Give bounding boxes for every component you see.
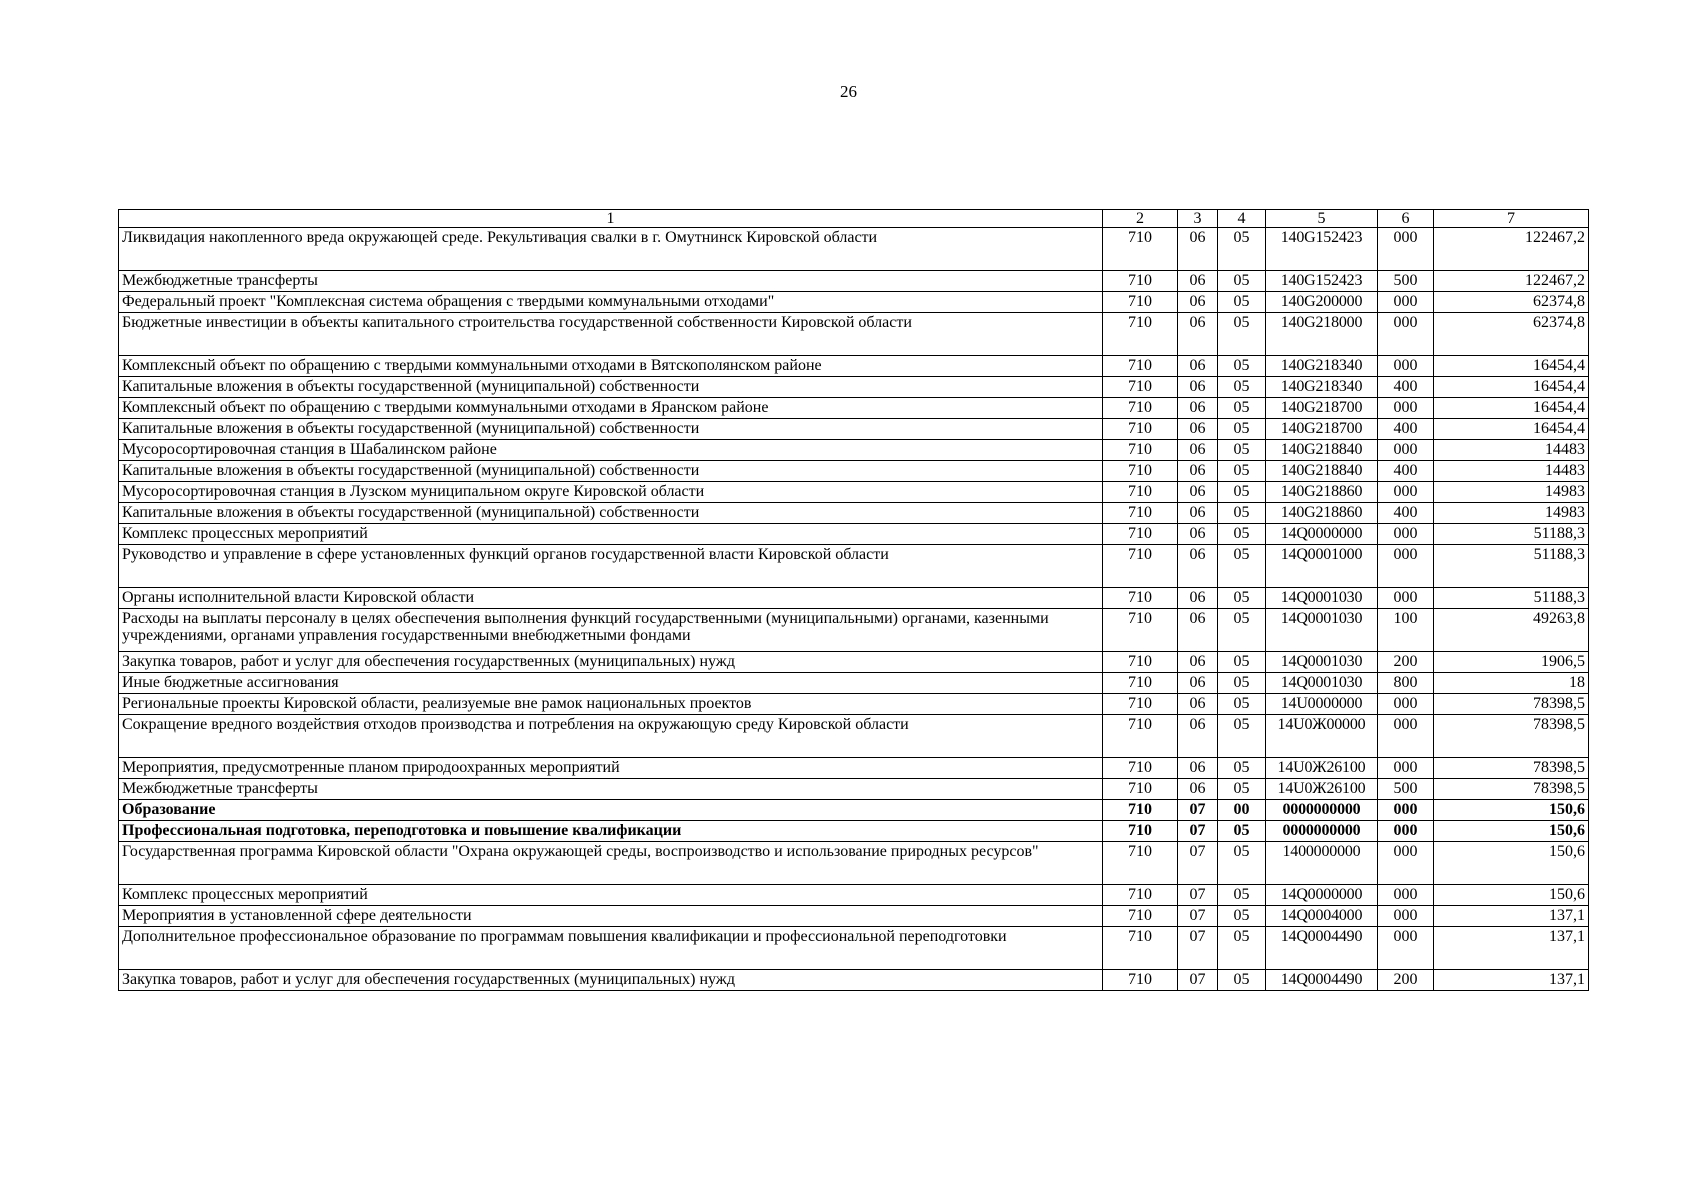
table-row [119,758,1589,779]
row-col6-cell: 000 [1378,927,1434,970]
row-col2-cell: 710 [1103,419,1178,440]
row-col6-cell: 000 [1378,545,1434,588]
row-col3-cell: 06 [1178,503,1218,524]
row-name-cell: Мероприятия, предусмотренные планом природоохранных мероприятий [119,758,1103,779]
table-row [119,292,1589,313]
row-code-cell: 14U0Ж00000 [1266,715,1378,758]
table-row [119,715,1589,758]
header-col-5: 5 [1266,210,1378,228]
table-row [119,482,1589,503]
row-name-cell: Расходы на выплаты персоналу в целях обеспечения выполнения функций государственными (муниципальными) органами, казенными учреждениями, органами управления государственными внебюджетными фондами [119,609,1103,652]
row-col4-cell: 05 [1218,482,1266,503]
row-code-cell: 14Q0000000 [1266,524,1378,545]
row-col4-cell: 05 [1218,779,1266,800]
row-col6-cell: 400 [1378,377,1434,398]
row-code-cell: 14U0Ж26100 [1266,779,1378,800]
row-col6-cell: 000 [1378,821,1434,842]
row-col6-cell: 000 [1378,228,1434,271]
row-name-cell: Комплексный объект по обращению с твердыми коммунальными отходами в Яранском районе [119,398,1103,419]
row-col6-cell: 400 [1378,461,1434,482]
row-amount-cell: 150,6 [1434,821,1589,842]
row-col6-cell: 000 [1378,715,1434,758]
row-code-cell: 140G152423 [1266,271,1378,292]
row-col4-cell: 05 [1218,821,1266,842]
row-name-cell: Межбюджетные трансферты [119,779,1103,800]
row-col2-cell: 710 [1103,821,1178,842]
row-amount-cell: 62374,8 [1434,292,1589,313]
row-code-cell: 14Q0001030 [1266,609,1378,652]
row-col4-cell: 05 [1218,927,1266,970]
row-amount-cell: 16454,4 [1434,356,1589,377]
row-col6-cell: 000 [1378,694,1434,715]
row-code-cell: 140G218700 [1266,419,1378,440]
budget-table [118,209,1589,991]
row-col4-cell: 05 [1218,842,1266,885]
row-amount-cell: 78398,5 [1434,758,1589,779]
row-col6-cell: 500 [1378,779,1434,800]
row-name-cell: Образование [119,800,1103,821]
row-col2-cell: 710 [1103,503,1178,524]
row-col4-cell: 05 [1218,524,1266,545]
row-amount-cell: 51188,3 [1434,524,1589,545]
table-row [119,271,1589,292]
row-col3-cell: 06 [1178,588,1218,609]
row-amount-cell: 51188,3 [1434,545,1589,588]
row-name-cell: Ликвидация накопленного вреда окружающей среде. Рекультивация свалки в г. Омутнинск Кировской области [119,228,1103,271]
row-col4-cell: 05 [1218,906,1266,927]
row-col6-cell: 200 [1378,652,1434,673]
row-amount-cell: 18 [1434,673,1589,694]
row-col4-cell: 05 [1218,356,1266,377]
row-col2-cell: 710 [1103,694,1178,715]
row-amount-cell: 14983 [1434,503,1589,524]
row-col4-cell: 05 [1218,271,1266,292]
row-col3-cell: 06 [1178,461,1218,482]
row-name-cell: Капитальные вложения в объекты государственной (муниципальной) собственности [119,377,1103,398]
row-name-cell: Мероприятия в установленной сфере деятельности [119,906,1103,927]
row-amount-cell: 49263,8 [1434,609,1589,652]
row-name-cell: Капитальные вложения в объекты государственной (муниципальной) собственности [119,503,1103,524]
row-col4-cell: 05 [1218,758,1266,779]
row-amount-cell: 150,6 [1434,885,1589,906]
row-col3-cell: 06 [1178,419,1218,440]
row-col2-cell: 710 [1103,356,1178,377]
row-amount-cell: 51188,3 [1434,588,1589,609]
table-row [119,800,1589,821]
table-row [119,906,1589,927]
row-col3-cell: 06 [1178,694,1218,715]
row-col6-cell: 000 [1378,906,1434,927]
row-col2-cell: 710 [1103,779,1178,800]
table-row [119,356,1589,377]
table-row [119,419,1589,440]
row-col3-cell: 06 [1178,715,1218,758]
row-col4-cell: 05 [1218,461,1266,482]
row-col2-cell: 710 [1103,758,1178,779]
row-col2-cell: 710 [1103,292,1178,313]
row-col3-cell: 06 [1178,758,1218,779]
table-row [119,694,1589,715]
row-amount-cell: 78398,5 [1434,715,1589,758]
table-row [119,842,1589,885]
row-col4-cell: 05 [1218,228,1266,271]
table-row [119,503,1589,524]
row-code-cell: 14Q0001000 [1266,545,1378,588]
row-name-cell: Комплексный объект по обращению с твердыми коммунальными отходами в Вятскополянском районе [119,356,1103,377]
table-row [119,927,1589,970]
row-col6-cell: 800 [1378,673,1434,694]
row-col2-cell: 710 [1103,842,1178,885]
row-col6-cell: 000 [1378,800,1434,821]
row-code-cell: 14Q0000000 [1266,885,1378,906]
row-col4-cell: 05 [1218,313,1266,356]
table-row [119,524,1589,545]
row-amount-cell: 150,6 [1434,842,1589,885]
row-code-cell: 14Q0001030 [1266,673,1378,694]
row-code-cell: 14U0Ж26100 [1266,758,1378,779]
row-col2-cell: 710 [1103,271,1178,292]
row-col2-cell: 710 [1103,524,1178,545]
row-name-cell: Закупка товаров, работ и услуг для обеспечения государственных (муниципальных) нужд [119,970,1103,991]
row-col4-cell: 05 [1218,398,1266,419]
table-body [119,228,1589,991]
row-name-cell: Мусоросортировочная станция в Лузском муниципальном округе Кировской области [119,482,1103,503]
row-code-cell: 14Q0001030 [1266,652,1378,673]
row-col2-cell: 710 [1103,228,1178,271]
row-col4-cell: 00 [1218,800,1266,821]
row-name-cell: Капитальные вложения в объекты государственной (муниципальной) собственности [119,419,1103,440]
row-code-cell: 140G218840 [1266,461,1378,482]
row-col2-cell: 710 [1103,440,1178,461]
row-col2-cell: 710 [1103,313,1178,356]
row-col6-cell: 000 [1378,313,1434,356]
row-name-cell: Дополнительное профессиональное образование по программам повышения квалификации и профессиональной переподготовки [119,927,1103,970]
row-name-cell: Капитальные вложения в объекты государственной (муниципальной) собственности [119,461,1103,482]
row-col3-cell: 06 [1178,545,1218,588]
header-col-6: 6 [1378,210,1434,228]
row-col3-cell: 06 [1178,356,1218,377]
header-row [119,210,1589,228]
row-code-cell: 0000000000 [1266,821,1378,842]
row-col2-cell: 710 [1103,588,1178,609]
table-row [119,440,1589,461]
row-amount-cell: 78398,5 [1434,694,1589,715]
header-col-1: 1 [119,210,1103,228]
row-amount-cell: 16454,4 [1434,398,1589,419]
row-col3-cell: 07 [1178,842,1218,885]
row-col2-cell: 710 [1103,800,1178,821]
row-col3-cell: 07 [1178,927,1218,970]
row-col6-cell: 400 [1378,419,1434,440]
row-col2-cell: 710 [1103,927,1178,970]
row-col6-cell: 400 [1378,503,1434,524]
row-code-cell: 14Q0004000 [1266,906,1378,927]
row-col6-cell: 000 [1378,398,1434,419]
table-row [119,885,1589,906]
row-col3-cell: 06 [1178,271,1218,292]
row-name-cell: Сокращение вредного воздействия отходов производства и потребления на окружающую среду Кировской области [119,715,1103,758]
row-code-cell: 140G200000 [1266,292,1378,313]
row-col2-cell: 710 [1103,906,1178,927]
row-code-cell: 140G218340 [1266,377,1378,398]
header-col-7: 7 [1434,210,1589,228]
row-name-cell: Государственная программа Кировской области "Охрана окружающей среды, воспроизводство и использование природных ресурсов" [119,842,1103,885]
row-col6-cell: 000 [1378,356,1434,377]
row-amount-cell: 16454,4 [1434,377,1589,398]
row-col3-cell: 07 [1178,821,1218,842]
table-row [119,588,1589,609]
row-col2-cell: 710 [1103,885,1178,906]
row-code-cell: 140G152423 [1266,228,1378,271]
row-col6-cell: 000 [1378,292,1434,313]
table-row [119,609,1589,652]
row-col6-cell: 000 [1378,440,1434,461]
row-col3-cell: 06 [1178,524,1218,545]
row-amount-cell: 122467,2 [1434,228,1589,271]
row-col2-cell: 710 [1103,673,1178,694]
row-amount-cell: 122467,2 [1434,271,1589,292]
row-amount-cell: 1906,5 [1434,652,1589,673]
row-col3-cell: 06 [1178,652,1218,673]
row-amount-cell: 78398,5 [1434,779,1589,800]
row-col6-cell: 000 [1378,842,1434,885]
row-col2-cell: 710 [1103,970,1178,991]
row-col2-cell: 710 [1103,715,1178,758]
row-col6-cell: 500 [1378,271,1434,292]
row-col4-cell: 05 [1218,545,1266,588]
row-col4-cell: 05 [1218,652,1266,673]
row-col4-cell: 05 [1218,377,1266,398]
row-col4-cell: 05 [1218,503,1266,524]
row-col2-cell: 710 [1103,609,1178,652]
row-col2-cell: 710 [1103,482,1178,503]
row-col2-cell: 710 [1103,398,1178,419]
row-col2-cell: 710 [1103,545,1178,588]
row-col6-cell: 000 [1378,524,1434,545]
row-col4-cell: 05 [1218,588,1266,609]
table-row [119,545,1589,588]
row-amount-cell: 14483 [1434,440,1589,461]
row-col4-cell: 05 [1218,694,1266,715]
table-row [119,652,1589,673]
row-name-cell: Закупка товаров, работ и услуг для обеспечения государственных (муниципальных) нужд [119,652,1103,673]
row-col6-cell: 000 [1378,758,1434,779]
row-code-cell: 14U0000000 [1266,694,1378,715]
row-col3-cell: 07 [1178,885,1218,906]
row-amount-cell: 137,1 [1434,970,1589,991]
row-col4-cell: 05 [1218,715,1266,758]
table-row [119,821,1589,842]
table-row [119,461,1589,482]
row-amount-cell: 14483 [1434,461,1589,482]
row-col6-cell: 000 [1378,588,1434,609]
row-code-cell: 140G218840 [1266,440,1378,461]
row-code-cell: 140G218860 [1266,482,1378,503]
row-code-cell: 140G218340 [1266,356,1378,377]
row-amount-cell: 150,6 [1434,800,1589,821]
row-code-cell: 140G218000 [1266,313,1378,356]
row-name-cell: Бюджетные инвестиции в объекты капитального строительства государственной собственности Кировской области [119,313,1103,356]
row-name-cell: Профессиональная подготовка, переподготовка и повышение квалификации [119,821,1103,842]
row-code-cell: 140G218700 [1266,398,1378,419]
row-name-cell: Межбюджетные трансферты [119,271,1103,292]
row-name-cell: Региональные проекты Кировской области, реализуемые вне рамок национальных проектов [119,694,1103,715]
row-col6-cell: 200 [1378,970,1434,991]
row-col6-cell: 100 [1378,609,1434,652]
row-col4-cell: 05 [1218,440,1266,461]
row-amount-cell: 137,1 [1434,927,1589,970]
row-col3-cell: 07 [1178,970,1218,991]
row-amount-cell: 137,1 [1434,906,1589,927]
row-amount-cell: 14983 [1434,482,1589,503]
row-col3-cell: 06 [1178,482,1218,503]
row-col2-cell: 710 [1103,461,1178,482]
table-row [119,228,1589,271]
row-col6-cell: 000 [1378,885,1434,906]
table-row [119,398,1589,419]
table-row [119,313,1589,356]
row-code-cell: 14Q0004490 [1266,970,1378,991]
row-col2-cell: 710 [1103,377,1178,398]
header-col-4: 4 [1218,210,1266,228]
table-row [119,377,1589,398]
row-code-cell: 0000000000 [1266,800,1378,821]
row-name-cell: Мусоросортировочная станция в Шабалинском районе [119,440,1103,461]
row-col4-cell: 05 [1218,673,1266,694]
row-col2-cell: 710 [1103,652,1178,673]
row-name-cell: Органы исполнительной власти Кировской области [119,588,1103,609]
row-col4-cell: 05 [1218,292,1266,313]
row-col3-cell: 06 [1178,313,1218,356]
row-col3-cell: 06 [1178,609,1218,652]
row-col3-cell: 06 [1178,440,1218,461]
row-code-cell: 14Q0001030 [1266,588,1378,609]
row-name-cell: Комплекс процессных мероприятий [119,524,1103,545]
table-row [119,779,1589,800]
row-name-cell: Иные бюджетные ассигнования [119,673,1103,694]
header-col-2: 2 [1103,210,1178,228]
row-col4-cell: 05 [1218,970,1266,991]
row-name-cell: Комплекс процессных мероприятий [119,885,1103,906]
row-col6-cell: 000 [1378,482,1434,503]
row-name-cell: Руководство и управление в сфере установленных функций органов государственной власти Кировской области [119,545,1103,588]
header-col-3: 3 [1178,210,1218,228]
row-amount-cell: 62374,8 [1434,313,1589,356]
row-col3-cell: 06 [1178,398,1218,419]
row-col4-cell: 05 [1218,609,1266,652]
row-col3-cell: 06 [1178,779,1218,800]
row-code-cell: 140G218860 [1266,503,1378,524]
row-name-cell: Федеральный проект "Комплексная система обращения с твердыми коммунальными отходами" [119,292,1103,313]
row-col4-cell: 05 [1218,419,1266,440]
row-col3-cell: 06 [1178,377,1218,398]
row-col4-cell: 05 [1218,885,1266,906]
table-row [119,673,1589,694]
row-col3-cell: 06 [1178,292,1218,313]
page-number: 26 [840,82,857,101]
row-col3-cell: 07 [1178,800,1218,821]
row-col3-cell: 06 [1178,228,1218,271]
row-col3-cell: 07 [1178,906,1218,927]
row-code-cell: 1400000000 [1266,842,1378,885]
row-code-cell: 14Q0004490 [1266,927,1378,970]
row-col3-cell: 06 [1178,673,1218,694]
row-amount-cell: 16454,4 [1434,419,1589,440]
table-row [119,970,1589,991]
